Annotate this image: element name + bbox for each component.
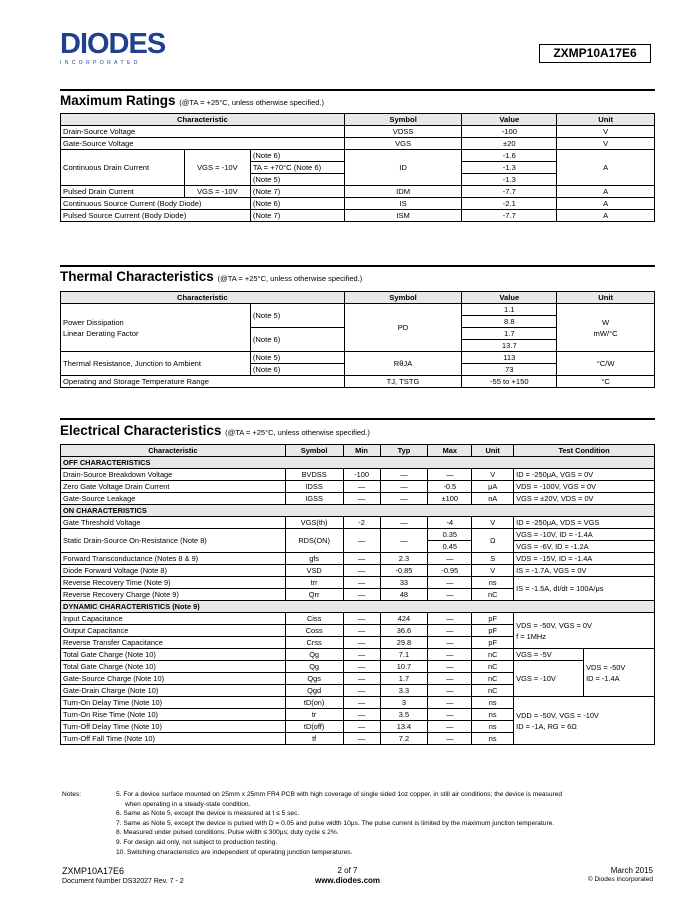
table-row: Power Dissipation Linear Derating Factor (Note 5) PD 1.1 W mW/°C (61, 304, 655, 316)
thermal-table (60, 291, 655, 388)
note-10: 10. Switching characteristics are independent of operating junction temperatures. (116, 848, 353, 856)
table-row: (Note 5) -1.3 (61, 174, 655, 186)
footer-page: 2 of 7 (337, 866, 358, 875)
thermal-title: Thermal Characteristics (@TA = +25°C, unless otherwise specified.) (60, 269, 363, 284)
table-row: Reverse Recovery Charge (Note 9) Qrr — 48 — nC (61, 589, 655, 601)
electrical-title: Electrical Characteristics (@TA = +25°C, unless otherwise specified.) (60, 423, 370, 438)
table-row: Gate-Source Charge (Note 10) Qgs — 1.7 — nC (61, 673, 655, 685)
footer-copyright: © Diodes Incorporated (587, 876, 653, 883)
table-row: Operating and Storage Temperature Range TJ, TSTG -55 to +150 °C (61, 376, 655, 388)
table-row: Diode Forward Voltage (Note 8) VSD — -0.85 -0.95 V IS = -1.7A, VGS = 0V (61, 565, 655, 577)
table-row: 8.8 (61, 316, 655, 328)
table-row: Reverse Recovery Time (Note 9) trr — 33 — ns IS = -1.5A, dI/dt = 100A/μs (61, 577, 655, 589)
table-row: Gate-Source Leakage IGSS — — ±100 nA VGS = ±20V, VDS = 0V (61, 493, 655, 505)
table-header-row: Characteristic Symbol Min Typ Max Unit Test Condition (61, 445, 655, 457)
table-row: Gate-Drain Charge (Note 10) Qgd — 3.3 — nC (61, 685, 655, 697)
table-header-row: Characteristic Symbol Value Unit (61, 292, 655, 304)
table-row: Reverse Transfer Capacitance Crss — 29.8 — pF (61, 637, 655, 649)
table-row: Turn-Off Delay Time (Note 10) tD(off) — 13.4 — ns (61, 721, 655, 733)
table-row: Total Gate Charge (Note 10) Qg — 7.1 — nC VGS = -5V VDS = -50V ID = -1.4A (61, 649, 655, 661)
table-row: Continuous Source Current (Body Diode) (Note 6) IS -2.1 A (61, 198, 655, 210)
table-row: Total Gate Charge (Note 10) Qg — 10.7 — nC VGS = -10V (61, 661, 655, 673)
table-row: (Note 6) 73 (61, 364, 655, 376)
section-rule (60, 418, 655, 420)
subheader-row: DYNAMIC CHARACTERISTICS (Note 9) (61, 601, 655, 613)
logo-subtext: INCORPORATED (60, 60, 141, 66)
table-row: Turn-On Delay Time (Note 10) tD(on) — 3 — ns VDD = -50V, VGS = -10V ID = -1A, RG = 6Ω (61, 697, 655, 709)
subheader-row: OFF CHARACTERISTICS (61, 457, 655, 469)
table-row: Drain-Source Voltage VDSS -100 V (61, 126, 655, 138)
footer-url[interactable]: www.diodes.com (314, 876, 381, 885)
note-8: 8. Measured under pulsed conditions. Pulse width ≤ 300μs; duty cycle ≤ 2%. (116, 829, 339, 837)
note-5: 5. For a device surface mounted on 25mm x 25mm FR4 PCB with high coverage of single sided 1oz copper, in still air conditions; the device is measured (116, 791, 563, 798)
table-row: Pulsed Source Current (Body Diode) (Note 7) ISM -7.7 A (61, 210, 655, 222)
table-row: (Note 6) 1.7 (61, 328, 655, 340)
table-row: Input Capacitance Ciss — 424 — pF VDS = -50V, VGS = 0V f = 1MHz (61, 613, 655, 625)
table-row: 13.7 (61, 340, 655, 352)
table-row: 0.45 VGS = -6V, ID = -1.2A (61, 541, 655, 553)
table-header-row: Characteristic Symbol Value Unit (61, 114, 655, 126)
table-row: Continuous Drain Current VGS = -10V (Note 6) ID -1.6 A (61, 150, 655, 162)
note-7: 7. Same as Note 5, except the device is pulsed with D = 0.05 and pulse width 10μs. The pulse current is limited by the maximum junction temperature. (116, 819, 555, 827)
section-rule (60, 265, 655, 267)
table-row: Zero Gate Voltage Drain Current IDSS — — -0.5 μA VDS = -100V, VGS = 0V (61, 481, 655, 493)
logo-text: DIODES (60, 28, 166, 60)
table-row: Drain-Source Breakdown Voltage BVDSS -100 — — V ID = -250μA, VGS = 0V (61, 469, 655, 481)
footer-date: March 2015 (610, 866, 653, 875)
table-row: Gate-Source Voltage VGS ±20 V (61, 138, 655, 150)
table-row: Turn-On Rise Time (Note 10) tr — 3.5 — ns (61, 709, 655, 721)
section-rule (60, 89, 655, 91)
table-row: Thermal Resistance, Junction to Ambient (Note 5) RθJA 113 °C/W (61, 352, 655, 364)
max-ratings-table (60, 113, 655, 222)
table-row: Static Drain-Source On-Resistance (Note 8) RDS(ON) — — 0.35 Ω VGS = -10V, ID = -1.4A (61, 529, 655, 541)
diodes-logo (60, 30, 185, 70)
part-number-box: ZXMP10A17E6 (539, 44, 651, 63)
note-9: 9. For design aid only, not subject to production testing. (116, 838, 278, 846)
footer-docnum: Document Number DS32027 Rev. 7 - 2 (62, 878, 184, 885)
table-row: Output Capacitance Coss — 36.6 — pF (61, 625, 655, 637)
table-row: Forward Transconductance (Notes 8 & 9) gfs — 2.3 — S VDS = -15V, ID = -1.4A (61, 553, 655, 565)
footer-part: ZXMP10A17E6 (62, 866, 125, 876)
note-6: 6. Same as Note 5, except the device is measured at t ≤ 5 sec. (116, 810, 300, 818)
electrical-table (60, 444, 655, 745)
subheader-row: ON CHARACTERISTICS (61, 505, 655, 517)
table-row: Turn-Off Fall Time (Note 10) tf — 7.2 — ns (61, 733, 655, 745)
table-row: Gate Threshold Voltage VGS(th) -2 — -4 V ID = -250μA, VDS = VGS (61, 517, 655, 529)
notes-label: Notes: (62, 791, 82, 798)
table-row: Pulsed Drain Current VGS = -10V (Note 7) IDM -7.7 A (61, 186, 655, 198)
max-ratings-title: Maximum Ratings (@TA = +25°C, unless otherwise specified.) (60, 93, 325, 108)
table-row: TA = +70°C (Note 6) -1.3 (61, 162, 655, 174)
note-5-cont: when operating in a steady-state condition. (125, 800, 251, 808)
